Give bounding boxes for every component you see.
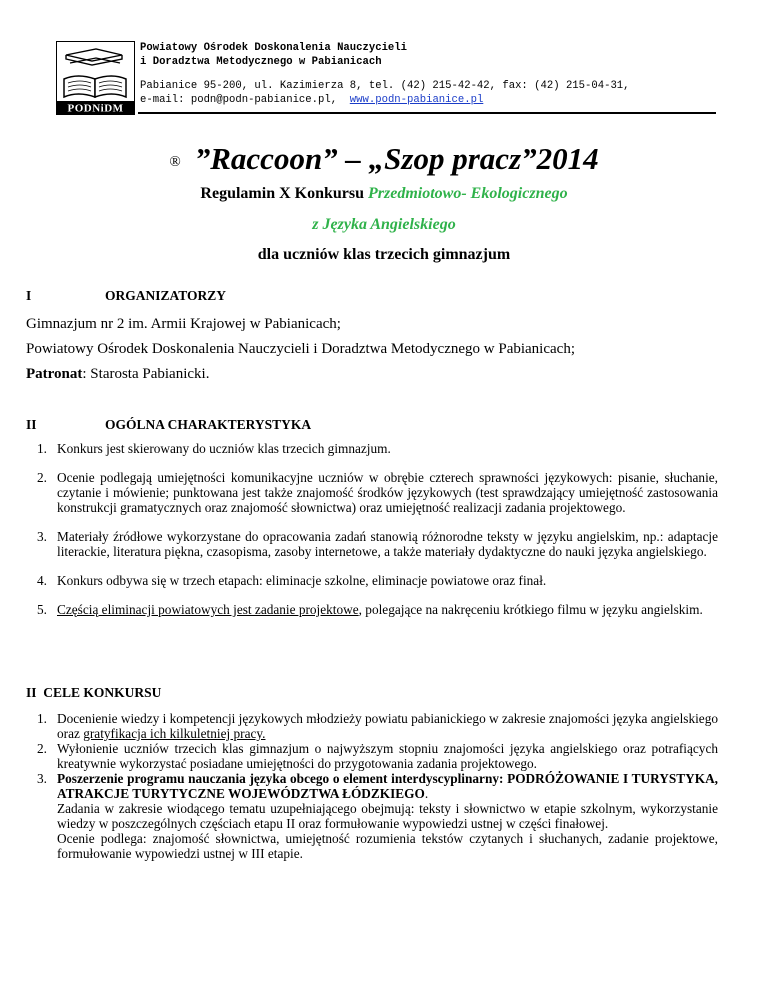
section-1-number: I [26,288,32,303]
website-link[interactable]: www.podn-pabianice.pl [349,94,484,106]
section-1-heading: ORGANIZATORZY [105,288,227,303]
organizer-1: Gimnazjum nr 2 im. Armii Krajowej w Pabianicach; [26,316,341,332]
list-item: 5. Częścią eliminacji powiatowych jest zadanie projektowe, polegające na nakręceniu krótkiego filmu w języku angielskim. [37,602,703,617]
contact-line [140,93,630,107]
list-item: 2. Wyłonienie uczniów trzecich klas gimnazjum o najwyższym stopniu znajomości języka angielskiego oraz potrafiących kreatywnie wykorzystać posiadane umiejętności do przygotowania zadania projektowego. [37,741,718,771]
section-2-number: II [26,417,37,432]
podnidm-logo [56,41,135,115]
list-item: 3. Poszerzenie programu nauczania języka obcego o element interdyscyplinarny: PODRÓŻOWANIE I TURYSTYKA, ATRAKCJE TURYTYCZNE WOJEWÓDZTWA ŁÓDZKIEGO. Zadania w zakresie wiodącego tematu uzupełniającego obejmują: teksty i słownictwo w etapie szkolnym, wykorzystanie wiedzy w poszczególnych częściach etapu II oraz formułowanie wypowiedzi ustnej w części finałowej. Ocenie podlega: znajomość słownictwa, umiejętność rozumienia tekstów czytanych i słuchanych, zadanie projektowe, formułowanie wypowiedzi ustnej w III etapie. [37,771,718,861]
organizer-2: Powiatowy Ośrodek Doskonalenia Nauczycieli i Doradztwa Metodycznego w Pabianicach; [26,341,575,357]
patron-label: Patronat [26,366,83,382]
list-item: 3. Materiały źródłowe wykorzystane do opracowania zadań stanowią różnorodne teksty w języku angielskim, np.: adaptacje literackie, literatura piękna, czasopisma, zasoby internetowe, a także materiały dydaktyczne do nauki języka angielskiego. [37,529,718,559]
document-title [0,140,768,181]
org-line-1: Powiatowy Ośrodek Doskonalenia Nauczycieli [140,42,408,54]
patron-line [26,365,209,384]
title-text: ”Raccoon” – „Szop pracz”2014 [194,141,599,176]
section-2-heading: OGÓLNA CHARAKTERYSTYKA [105,417,312,432]
subtitle-line-3: dla uczniów klas trzecich gimnazjum [257,246,511,263]
logo-text: PODNiDM [67,102,124,115]
subtitle-line-2: z Języka Angielskiego [312,216,456,233]
section-3-heading: II CELE KONKURSU [26,685,162,700]
subtitle-regulamin: Regulamin X Konkursu [200,185,369,202]
letterhead-organization [140,41,407,69]
subtitle-green-1: Przedmiotowo- Ekologicznego [368,185,568,202]
list-item: 1. Docenienie wiedzy i kompetencji językowych młodzieży powiatu pabianickiego w zakresie znajomości języka angielskiego oraz gratyfikacja ich kilkuletniej pracy. [37,711,718,741]
list-item: 1. Konkurs jest skierowany do uczniów klas trzecich gimnazjum. [37,441,391,456]
org-line-2: i Doradztwa Metodycznego w Pabianicach [140,56,382,68]
email-text: e-mail: podn@podn-pabianice.pl, [140,94,338,106]
letterhead-contact [140,79,630,107]
registered-mark: ® [169,153,181,170]
patron-value: : Starosta Pabianicki. [82,366,210,382]
goals-list [26,711,718,861]
letterhead-divider [138,112,716,114]
address-line: Pabianice 95-200, ul. Kazimierza 8, tel. (42) 215-42-42, fax: (42) 215-04-31, [140,80,630,92]
list-item: 2. Ocenie podlegają umiejętności komunikacyjne uczniów w obrębie czterech sprawności językowych: pisanie, słuchanie, czytanie i mówienie; punktowana jest także znajomość środków językowych (test sprawdzający umiejętność zastosowania konstrukcji gramatycznych oraz znajomość słownictwa) oraz umiejętność realizacji zadania projektowego. [37,470,718,515]
subtitle-line-1 [0,184,768,204]
list-item: 4. Konkurs odbywa się w trzech etapach: eliminacje szkolne, eliminacje powiatowe oraz finał. [37,573,547,588]
characteristics-list [26,441,718,617]
